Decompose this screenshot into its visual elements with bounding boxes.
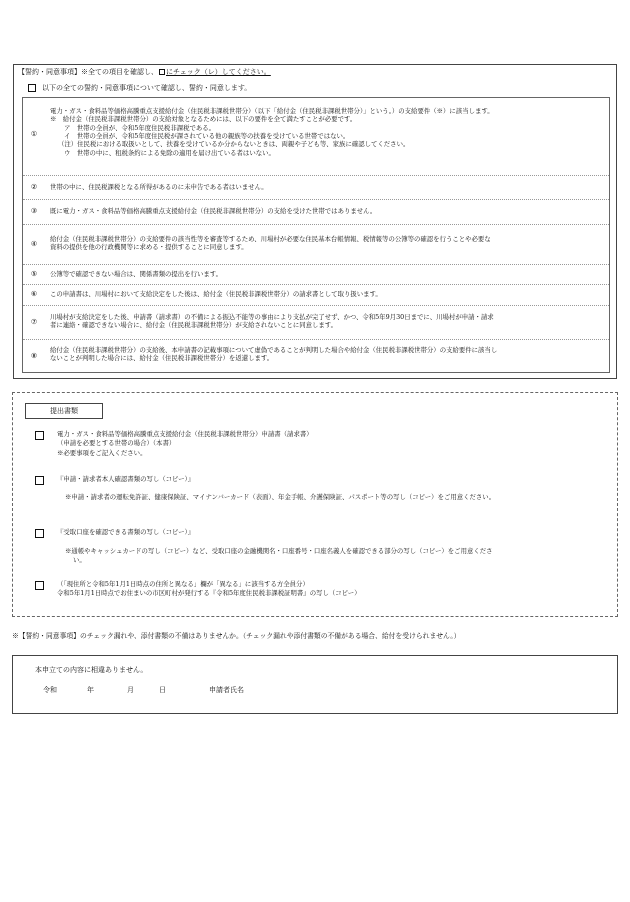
confirmation-statement: 本申立ての内容に相違ありません。: [35, 666, 148, 674]
requirement-text: [50, 207, 603, 215]
requirement-number: ⑥: [30, 290, 38, 298]
requirement-row: [23, 264, 609, 284]
confirmation-section: [12, 655, 618, 714]
month-label: 月: [127, 686, 134, 694]
check-all-checkbox[interactable]: [28, 84, 36, 92]
applicant-name-label: 申請者氏名: [209, 686, 244, 694]
requirement-row: [23, 284, 609, 305]
requirement-line: 電力・ガス・食料品等価格高騰重点支援給付金（住民税非課税世帯分）（以下「給付金（住民税非課税世帯分）」という。）の支給要件（※）に該当します。: [50, 107, 494, 115]
requirement-text: [50, 183, 603, 191]
document-note-line: ※通帳やキャッシュカードの写し（コピー）など、受取口座の金融機関名・口座番号・口座名義人を確認できる部分の写し（コピー）をご用意くださ: [65, 547, 493, 555]
requirements-table: [22, 97, 610, 373]
requirement-text: [50, 107, 603, 157]
checkbox-glyph: [159, 69, 165, 75]
check-all-label: 以下の全ての誓約・同意事項について確認し、誓約・同意します。: [42, 84, 252, 92]
requirement-number: ④: [30, 240, 38, 248]
requirement-number: ②: [30, 183, 38, 191]
requirement-row: [23, 98, 609, 175]
requirement-line: 給付金（住民税非課税世帯分）の支給後、本申請書の記載事項について虚偽であることが判明した場合や給付金（住民税非課税世帯分）の支給要件に該当し: [50, 346, 498, 354]
requirement-line: 既に電力・ガス・食料品等価格高騰重点支援給付金（住民税非課税世帯分）の支給を受けた世帯ではありません。: [50, 207, 377, 215]
requirement-line: 資料の提供を他の行政機関等に求める・提供することに同意します。: [50, 243, 248, 252]
document-item: [35, 430, 609, 470]
document-checkbox[interactable]: [35, 529, 44, 538]
consent-header-prefix: 【誓約・同意事項】※全ての項目を確認し、: [18, 68, 158, 76]
document-note: [65, 547, 609, 566]
document-item: [35, 475, 609, 515]
document-note-line: い。: [73, 556, 86, 565]
day-label: 日: [159, 686, 166, 694]
document-line: ※必要事項をご記入ください。: [57, 448, 147, 457]
requirement-line: 者に連絡・確認できない場合に、給付金（住民税非課税世帯分）が支給されないことに同意します。: [50, 321, 338, 330]
consent-section: [13, 64, 617, 379]
consent-header-instruction: にチェック（レ）してください。: [166, 68, 271, 76]
requirement-line: 川場村が支給決定をした後、申請書（請求書）の不備による振込不能等の事由により支払が完了せず、かつ、令和5年9月30日までに、川場村が申請・請求: [50, 313, 494, 321]
requirement-line: 世帯の中に、住民税課税となる所得があるのに未申告である者はいません。: [50, 183, 268, 191]
year-label: 年: [87, 686, 94, 694]
check-all-row[interactable]: [28, 84, 251, 93]
document-checkbox[interactable]: [35, 476, 44, 485]
check-reminder-note: ※【誓約・同意事項】のチェック漏れや、添付書類の不備はありませんか。（チェック漏れや添付書類の不備がある場合、給付を受けられません。）: [12, 632, 461, 640]
requirement-number: ①: [30, 130, 38, 138]
document-note: [65, 493, 609, 502]
document-note-line: ※申請・請求者の運転免許証、健康保険証、マイナンバーカード（表面）、年金手帳、介護保険証、パスポート等の写し（コピー）をご用意ください。: [65, 493, 496, 501]
requirement-row: [23, 199, 609, 224]
documents-title: 提出書類: [25, 403, 103, 419]
requirement-number: ⑧: [30, 352, 38, 360]
requirement-line: （注）住民税における取扱いとして、扶養を受けているか分からないときは、両親や子ども等、家族に確認してください。: [58, 140, 410, 149]
requirement-text: [50, 290, 603, 298]
document-line: 『申請・請求者本人確認書類の写し（コピー）』: [57, 475, 195, 483]
document-item: [35, 528, 609, 573]
document-text: [57, 475, 609, 484]
document-checkbox[interactable]: [35, 431, 44, 440]
document-text: [57, 528, 609, 537]
document-item: [35, 580, 609, 608]
requirement-row: [23, 305, 609, 339]
requirement-number: ⑤: [30, 270, 38, 278]
document-checkbox[interactable]: [35, 581, 44, 590]
requirement-text: [50, 235, 603, 252]
requirement-line: ウ 世帯の中に、租税条約による免除の適用を届け出ている者はいない。: [64, 148, 275, 157]
era-label: 令和: [43, 686, 57, 694]
requirement-line: イ 世帯の全員が、令和5年度住民税が課されている他の親族等の扶養を受けている世帯ではない。: [64, 131, 350, 140]
document-line: 『受取口座を確認できる書類の写し（コピー）』: [57, 528, 195, 536]
requirement-line: この申請書は、川場村において支給決定をした後は、給付金（住民税非課税世帯分）の請求書として取り扱います。: [50, 290, 382, 298]
document-text: [57, 580, 609, 599]
requirement-text: [50, 346, 603, 363]
requirement-line: 公簿等で確認できない場合は、関係書類の提出を行います。: [50, 270, 223, 278]
requirement-text: [50, 313, 603, 330]
requirement-text: [50, 270, 603, 278]
requirement-line: 給付金（住民税非課税世帯分）の支給要件の該当性等を審査等するため、川場村が必要な住民基本台帳情報、税情報等の公簿等の確認を行うことや必要な: [50, 235, 491, 243]
documents-section: [12, 392, 618, 617]
requirement-number: ⑦: [30, 318, 38, 326]
requirement-line: ※ 給付金（住民税非課税世帯分）の支給対象となるためには、以下の要件を全て満たすことが必要です。: [50, 115, 357, 124]
requirement-row: [23, 339, 609, 374]
document-line: （申請を必要とする世帯の場合）（本書）: [57, 439, 176, 448]
requirement-row: [23, 175, 609, 199]
requirement-line: ないことが判明した場合には、給付金（住民税非課税世帯分）を返還します。: [50, 354, 274, 363]
consent-header: [18, 68, 271, 77]
document-text: [57, 430, 609, 458]
document-line: （「現住所と令和5年1月1日時点の住所と異なる」欄が「異なる」に該当する方全員分）: [57, 580, 309, 588]
requirement-line: ア 世帯の全員が、令和5年度住民税非課税である。: [64, 123, 216, 132]
document-line: 令和5年1月1日時点でお住まいの市区町村が発行する『令和5年度住民税非課税証明書』の写し（コピー）: [57, 589, 361, 598]
requirement-row: [23, 224, 609, 264]
document-line: 電力・ガス・食料品等価格高騰重点支援給付金（住民税非課税世帯分）申請書（請求書）: [57, 430, 313, 438]
requirement-number: ③: [30, 207, 38, 215]
